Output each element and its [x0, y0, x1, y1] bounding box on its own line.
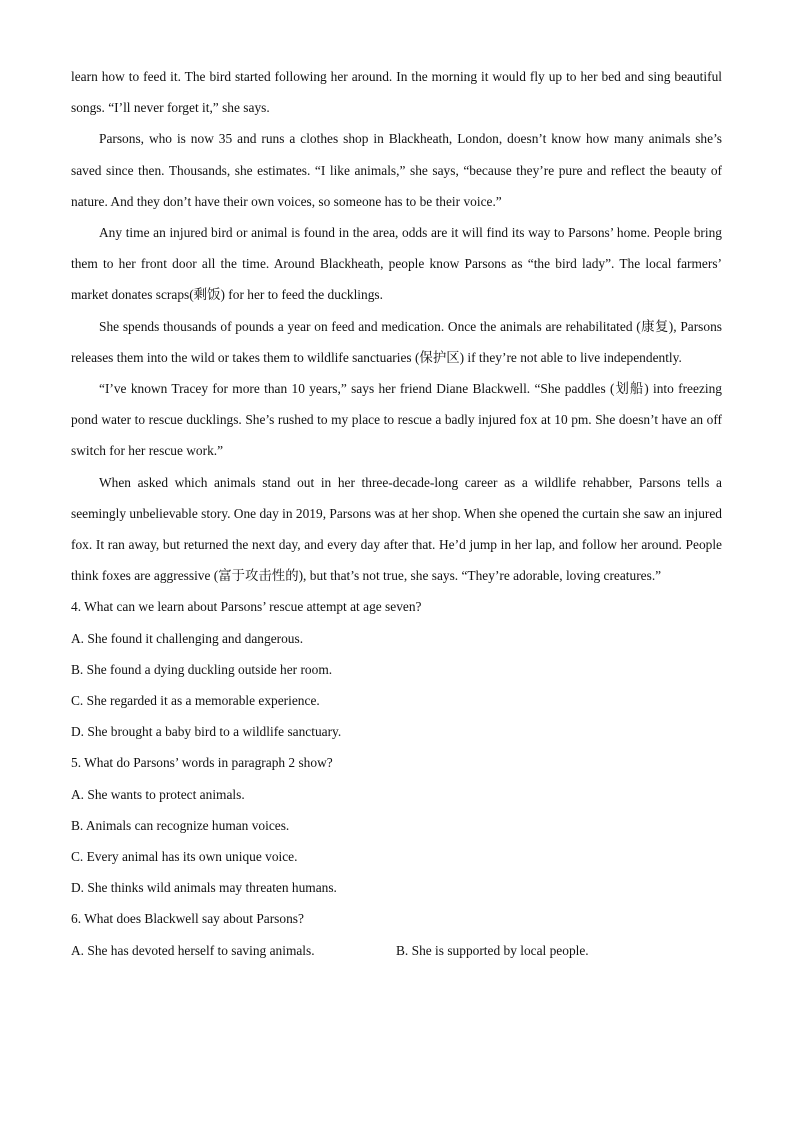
passage-paragraph: Parsons, who is now 35 and runs a clothes shop in Blackheath, London, doesn’t know how many animals she’s saved since then. Thousands, she estimates. “I like animals,” she says, “because they’re pure and reflect the beauty of nature. And they don’t have their own voices, so someone has to be their voice.”	[71, 131, 722, 209]
answer-option-d: D. She thinks wild animals may threaten humans.	[71, 880, 337, 896]
passage-paragraph: She spends thousands of pounds a year on feed and medication. Once the animals are rehabilitated (康复), Parsons releases them into the wild or takes them to wildlife sanctuaries (保护区) if they’re not able to live independently.	[71, 318, 722, 365]
answer-option-c: C. Every animal has its own unique voice.	[71, 849, 298, 865]
passage-paragraph: Any time an injured bird or animal is found in the area, odds are it will find its way to Parsons’ home. People bring them to her front door all the time. Around Blackheath, people know Parsons as “the bird lady”. The local farmers’ market donates scraps(剩饭) for her to feed the ducklings.	[71, 225, 722, 303]
answer-options-row	[71, 935, 722, 966]
exam-page	[71, 61, 722, 966]
answer-option-a: A. She wants to protect animals.	[71, 786, 245, 802]
question-stem: 5. What do Parsons’ words in paragraph 2 show?	[71, 755, 333, 771]
question-5	[71, 747, 722, 903]
answer-option-b: B. She is supported by local people.	[396, 942, 589, 958]
answer-option-d: D. She brought a baby bird to a wildlife sanctuary.	[71, 724, 342, 740]
reading-passage	[71, 61, 722, 591]
question-stem: 6. What does Blackwell say about Parsons?	[71, 911, 304, 927]
question-6	[71, 903, 722, 965]
question-4	[71, 591, 722, 747]
answer-option-a: A. She found it challenging and dangerous.	[71, 630, 304, 646]
passage-paragraph: learn how to feed it. The bird started following her around. In the morning it would fly up to her bed and sing beautiful songs. “I’ll never forget it,” she says.	[71, 69, 722, 116]
answer-option-b: B. Animals can recognize human voices.	[71, 817, 290, 833]
question-stem: 4. What can we learn about Parsons’ rescue attempt at age seven?	[71, 599, 422, 615]
passage-paragraph: “I’ve known Tracey for more than 10 years,” says her friend Diane Blackwell. “She paddles (划船) into freezing pond water to rescue ducklings. She’s rushed to my place to rescue a badly injured fox at 10 pm. She doesn’t have an off switch for her rescue work.”	[71, 381, 722, 459]
answer-option-a: A. She has devoted herself to saving animals.	[71, 942, 315, 958]
answer-option-b: B. She found a dying duckling outside her room.	[71, 661, 333, 677]
answer-option-c: C. She regarded it as a memorable experience.	[71, 693, 320, 709]
passage-paragraph: When asked which animals stand out in her three-decade-long career as a wildlife rehabber, Parsons tells a seemingly unbelievable story. One day in 2019, Parsons was at her shop. When she opened the curtain she saw an injured fox. It ran away, but returned the next day, and every day after that. He’d jump in her lap, and follow her around. People think foxes are aggressive (富于攻击性的), but that’s not true, she says. “They’re adorable, loving creatures.”	[71, 474, 722, 584]
